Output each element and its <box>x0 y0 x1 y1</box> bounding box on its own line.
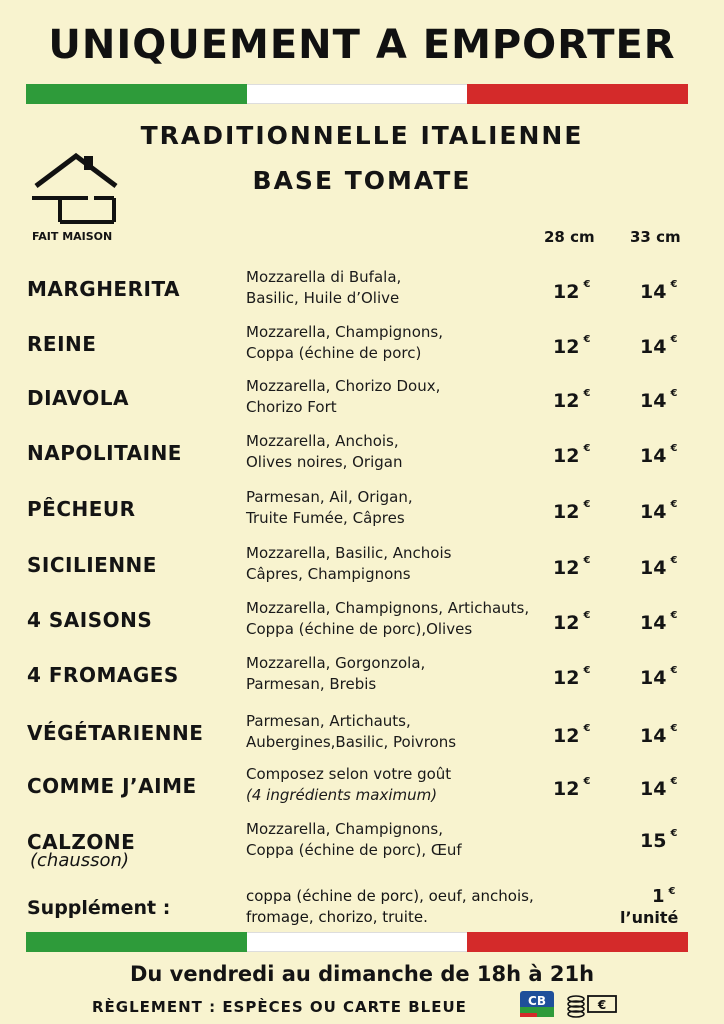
pizza-name: CALZONE <box>27 830 136 854</box>
pizza-desc-line2: Chorizo Fort <box>246 398 337 416</box>
pizza-name: 4 FROMAGES <box>27 663 179 687</box>
svg-text:€: € <box>597 998 607 1012</box>
pizza-desc-line2: Coppa (échine de porc),Olives <box>246 620 473 638</box>
price-33cm: 14 € <box>640 723 678 747</box>
price-28cm: 12 € <box>553 555 591 579</box>
supplement-price: 1 € <box>652 886 676 907</box>
pizza-desc-line2: Coppa (échine de porc) <box>246 344 422 362</box>
subtitle-base-tomate: BASE TOMATE <box>252 166 472 195</box>
price-28cm: 12 € <box>553 499 591 523</box>
pizza-desc-line2: Basilic, Huile d’Olive <box>246 289 400 307</box>
pizza-name: DIAVOLA <box>27 386 130 410</box>
pizza-desc-line1: Mozzarella, Chorizo Doux, <box>246 377 441 395</box>
pizza-name: VÉGÉTARIENNE <box>27 721 204 745</box>
price-28cm: 12 € <box>553 388 591 412</box>
price-33cm: 14 € <box>640 279 678 303</box>
price-28cm: 12 € <box>553 776 591 800</box>
price-33cm: 14 € <box>640 665 678 689</box>
supplement-label: Supplément : <box>27 897 171 919</box>
pizza-name: NAPOLITAINE <box>27 441 182 465</box>
credit-card-icon <box>520 991 554 1017</box>
price-28cm: 12 € <box>553 443 591 467</box>
payment-methods: RÈGLEMENT : ESPÈCES OU CARTE BLEUE <box>92 998 467 1016</box>
pizza-desc-line1: Mozzarella, Champignons, <box>246 820 443 838</box>
pizza-desc-line1: Mozzarella, Champignons, <box>246 323 443 341</box>
pizza-name: 4 SAISONS <box>27 608 153 632</box>
column-28cm: 28 cm <box>544 228 595 246</box>
pizza-name-sub: (chausson) <box>30 850 129 871</box>
pizza-desc-line1: Mozzarella, Champignons, Artichauts, <box>246 599 530 617</box>
pizza-name: PÊCHEUR <box>27 497 136 521</box>
pizza-desc-line1: Mozzarella di Bufala, <box>246 268 402 286</box>
price-33cm: 14 € <box>640 443 678 467</box>
column-33cm: 33 cm <box>630 228 681 246</box>
price-33cm: 15 € <box>640 828 678 852</box>
price-28cm: 12 € <box>553 334 591 358</box>
pizza-desc-line2: Olives noires, Origan <box>246 453 403 471</box>
price-28cm: 12 € <box>553 723 591 747</box>
pizza-desc-line2: Truite Fumée, Câpres <box>246 509 405 527</box>
opening-hours: Du vendredi au dimanche de 18h à 21h <box>129 962 595 986</box>
pizza-name: MARGHERITA <box>27 277 181 301</box>
fait-maison-label: FAIT MAISON <box>32 230 113 243</box>
italian-flag-band-top <box>26 84 688 104</box>
pizza-name: COMME J’AIME <box>27 774 197 798</box>
pizza-desc-line2: Câpres, Champignons <box>246 565 411 583</box>
supplement-desc: coppa (échine de porc), oeuf, anchois, fromage, chorizo, truite. <box>246 887 534 926</box>
svg-text:CB: CB <box>528 994 546 1008</box>
price-28cm: 12 € <box>553 610 591 634</box>
pizza-desc-line2: (4 ingrédients maximum) <box>246 786 438 804</box>
pizza-desc-line2: Parmesan, Brebis <box>246 675 377 693</box>
pizza-name: SICILIENNE <box>27 553 157 577</box>
pizza-desc-line1: Composez selon votre goût <box>246 765 452 783</box>
pizza-name: REINE <box>27 332 97 356</box>
italian-flag-band-bottom <box>26 932 688 952</box>
price-33cm: 14 € <box>640 776 678 800</box>
pizza-desc-line1: Parmesan, Artichauts, <box>246 712 411 730</box>
supplement-unit: l’unité <box>620 908 679 927</box>
house-icon <box>30 152 122 224</box>
pizza-desc-line1: Mozzarella, Basilic, Anchois <box>246 544 452 562</box>
subtitle-traditionnelle: TRADITIONNELLE ITALIENNE <box>140 121 584 150</box>
page-title: UNIQUEMENT A EMPORTER <box>48 22 676 68</box>
price-28cm: 12 € <box>553 279 591 303</box>
price-33cm: 14 € <box>640 610 678 634</box>
pizza-desc-line2: Coppa (échine de porc), Œuf <box>246 841 462 859</box>
pizza-desc-line1: Parmesan, Ail, Origan, <box>246 488 413 506</box>
price-33cm: 14 € <box>640 334 678 358</box>
price-28cm: 12 € <box>553 665 591 689</box>
price-33cm: 14 € <box>640 555 678 579</box>
cash-icon <box>566 992 618 1018</box>
price-33cm: 14 € <box>640 499 678 523</box>
pizza-desc-line2: Aubergines,Basilic, Poivrons <box>246 733 457 751</box>
pizza-desc-line1: Mozzarella, Gorgonzola, <box>246 654 426 672</box>
pizza-desc-line1: Mozzarella, Anchois, <box>246 432 399 450</box>
price-33cm: 14 € <box>640 388 678 412</box>
